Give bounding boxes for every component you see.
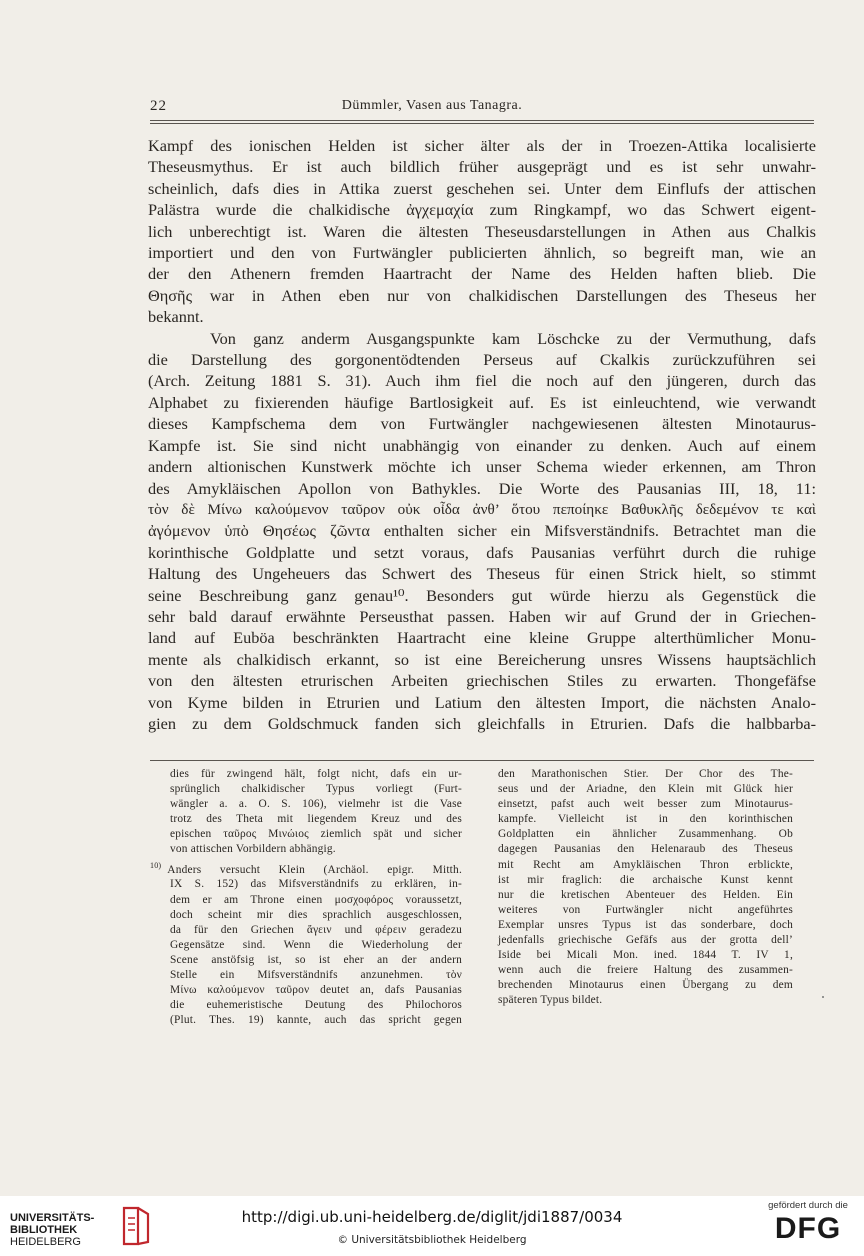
main-text — [148, 135, 816, 734]
footnote-line: dagegen Pausanias den Helenaraub des Theseus — [498, 843, 793, 856]
running-title: Dümmler, Vasen aus Tanagra. — [341, 98, 523, 113]
footnote-line: mit Recht am Amykläischen Thron erblickte, — [498, 858, 793, 871]
text-line: Haltung des Ungeheuers das Schwert des Theseus für einen Strick hielt, so stimmt — [148, 564, 816, 584]
text-line: bekannt. — [148, 307, 204, 327]
footnote-line: Stelle ein Mifsverständnifs anzunehmen. τὸν — [170, 969, 462, 982]
text-line: korinthische Goldplatte und setzt voraus, dafs Pausanias verführt durch die ruhige — [148, 542, 816, 562]
footnote-line: wängler a. a. O. S. 106), vielmehr ist die Vase — [170, 798, 462, 811]
header-rule — [150, 120, 814, 121]
footnote-line: die euhemeristische Deutung des Philochoros — [170, 999, 462, 1012]
text-line: τὸν δὲ Μίνω καλούμενον ταῦρον οὐκ οἶδα ἀνθ’ ὅτου πεποίηκε Βαθυκλῆς δεδεμένον τε καὶ — [148, 500, 816, 518]
footnote-line: kampfe. Vielleicht ist in den korinthischen — [498, 813, 793, 826]
footnote-line: da für den Griechen ἄγειν und φέρειν geradezu — [170, 923, 462, 936]
text-line: sehr bald darauf erwähnte Perseusthat passen. Haben wir auf Grund der in Griechen- — [148, 606, 816, 626]
text-line: Θησῆς war in Athen eben nur von chalkidischen Darstellungen des Theseus her — [148, 285, 816, 305]
footnote-line: dem er am Throne einen μοσχοφόρος voraussetzt, — [170, 893, 462, 906]
footnote-line: Iside bei Micali Mon. ined. 1844 T. IV 1, — [498, 949, 793, 962]
text-line: importiert und den von Furtwängler publicierten ähnlich, so begreift man, wie an — [148, 243, 816, 263]
footnote-line: Gegensätze sind. Wenn die Wiederholung der — [170, 938, 462, 951]
text-line: gien zu dem Goldschmuck fanden sich gleichfalls in Etrurien. Dafs die halbbarba- — [148, 713, 816, 733]
text-line: lich unberechtigt ist. Waren die ältesten Theseusdarstellungen in Athen aus Chalkis — [148, 221, 816, 241]
text-line: dieses Kampfschema dem von Furtwängler nachgewiesenen ältesten Minotaurus- — [148, 414, 816, 434]
text-line: seine Beschreibung ganz genau¹⁰. Besonders gut würde hierzu als Gegenstück die — [148, 585, 816, 605]
footnote-line: einsetzt, pafst auch weit besser zum Minotaurus- — [498, 798, 793, 811]
permalink-url[interactable]: http://digi.ub.uni-heidelberg.de/diglit/jdi1887/0034 — [241, 1208, 623, 1226]
text-line: des Amykläischen Apollon von Bathykles. Die Worte des Pausanias III, 18, 11: — [148, 478, 816, 498]
footnote-line: trotz des Theta mit liegendem Kreuz und des — [170, 813, 462, 826]
header-rule-double — [150, 123, 814, 124]
footnote-line: (Plut. Thes. 19) kannte, auch das spricht gegen — [170, 1014, 462, 1027]
footnote-line: Anders versucht Klein (Archäol. epigr. Mitth. — [167, 863, 462, 876]
funding-caption: gefördert durch die — [768, 1200, 848, 1211]
footnote-line: wenn auch die freiere Haltung des zusammen- — [498, 964, 793, 977]
text-line: Theseusmythus. Er ist auch bildlich früher ausgeprägt und es ist sehr unwahr- — [148, 157, 816, 177]
text-line: mente als chalkidisch erkannt, so ist eine Bereicherung unsres Wissens hauptsächlich — [148, 649, 816, 669]
text-line: andern altionischen Kunstwerk möchte ich unser Schema wieder erkennen, am Thron — [148, 457, 816, 477]
text-line: der den Athenern fremden Haartracht der Name des Helden haften blieb. Die — [148, 264, 816, 284]
text-line: die Darstellung des gorgonentödtenden Perseus auf Ckalkis zurückzuführen sei — [148, 350, 816, 370]
footnote-line: IX S. 152) das Mifsverständnifs zu erklären, in- — [170, 878, 462, 891]
library-name: UNIVERSITÄTS- BIBLIOTHEK HEIDELBERG — [10, 1212, 95, 1248]
text-line: ἀγόμενον ὑπὸ Θησέως ζῶντα enthalten sicher ein Mifsverständnifs. Betrachtet man die — [148, 521, 816, 541]
copyright-notice: © Universitätsbibliothek Heidelberg — [337, 1234, 527, 1246]
footnote-line: Μίνω καλούμενον ταῦρον deutet an, dafs Pausanias — [170, 984, 462, 997]
text-line: von den ältesten etrurischen Arbeiten griechischen Stiles zu erwarten. Thongefäfse — [148, 671, 816, 691]
footnote-marker: 10) — [150, 860, 162, 870]
text-line: Palästra wurde die chalkidische ἀγχεμαχία zum Ringkampf, wo das Schwert eigent- — [148, 200, 816, 220]
footnotes-left-column — [150, 767, 462, 1028]
text-line: von Kyme bilden in Etrurien und Latium den ältesten Import, die nächsten Analo- — [148, 692, 816, 712]
footnote-line: jedenfalls griechische Gefäfs aus der grotta dell’ — [498, 934, 793, 947]
footnote-line: nur die kretischen Abenteuer des Helden. Ein — [498, 888, 793, 901]
footnote-line: epischen ταῦρος Μινώιος ziemlich spät und sicher — [170, 828, 462, 841]
footnote-line: von attischen Vorbildern abhängig. — [170, 843, 336, 856]
footnote-line: doch scheint mir dies sprachlich ausgeschlossen, — [170, 908, 462, 921]
dfg-logo[interactable]: DFG — [774, 1212, 842, 1245]
footnote-line: dies für zwingend hält, folgt nicht, dafs ein ur- — [170, 768, 462, 780]
footnote-rule — [150, 760, 814, 761]
page-number: 22 — [150, 98, 167, 114]
text-line: scheinlich, dafs dies in Attika zuerst geschehen sei. Unter dem Einflufs der attischen — [148, 178, 816, 198]
footnote-line: späteren Typus bildet. — [498, 994, 603, 1007]
footnote-line: ist mir fraglich: die archaische Kunst kennt — [498, 873, 793, 886]
text-line: Alphabet zu fixierenden häufige Bartlosigkeit auf. Es ist einleuchtend, wie verwandt — [148, 392, 816, 412]
text-line: Von ganz anderm Ausgangspunkte kam Löschcke zu der Vermuthung, dafs — [210, 328, 816, 348]
footnote-line: Scene anstöfsig ist, so ist eher an der andern — [170, 953, 462, 966]
footnote-line: Goldplatten ein ähnlicher Zusammenhang. Ob — [498, 828, 793, 841]
footnote-line: Exemplar unsres Typus ist das sonderbare, doch — [498, 918, 793, 931]
text-line: Kampf des ionischen Helden ist sicher älter als der in Troezen-Attika localisierte — [148, 136, 816, 155]
footnotes-right-column — [498, 767, 793, 1009]
footnote-line: brechenden Minotaurus einen Übergang zu dem — [498, 979, 793, 992]
paper-speck — [822, 996, 824, 998]
footnote-line: seus und der Ariadne, den Klein mit Glück hier — [498, 783, 793, 796]
footnote-line: weiteres von Furtwängler nicht angeführtes — [498, 903, 793, 916]
text-line: land auf Euböa beschränkten Haartracht eine kleine Gruppe alterthümlicher Monu- — [148, 628, 816, 648]
footnote-line: den Marathonischen Stier. Der Chor des The- — [498, 768, 793, 780]
footnote-line: sprünglich chalkidischer Typus vorliegt (Furt- — [170, 783, 462, 796]
text-line: Kampfe ist. Sie sind nicht unabhängig von einander zu denken. Auch auf einem — [148, 435, 816, 455]
text-line: (Arch. Zeitung 1881 S. 31). Auch ihm fiel die noch auf den jüngeren, durch das — [148, 371, 816, 391]
